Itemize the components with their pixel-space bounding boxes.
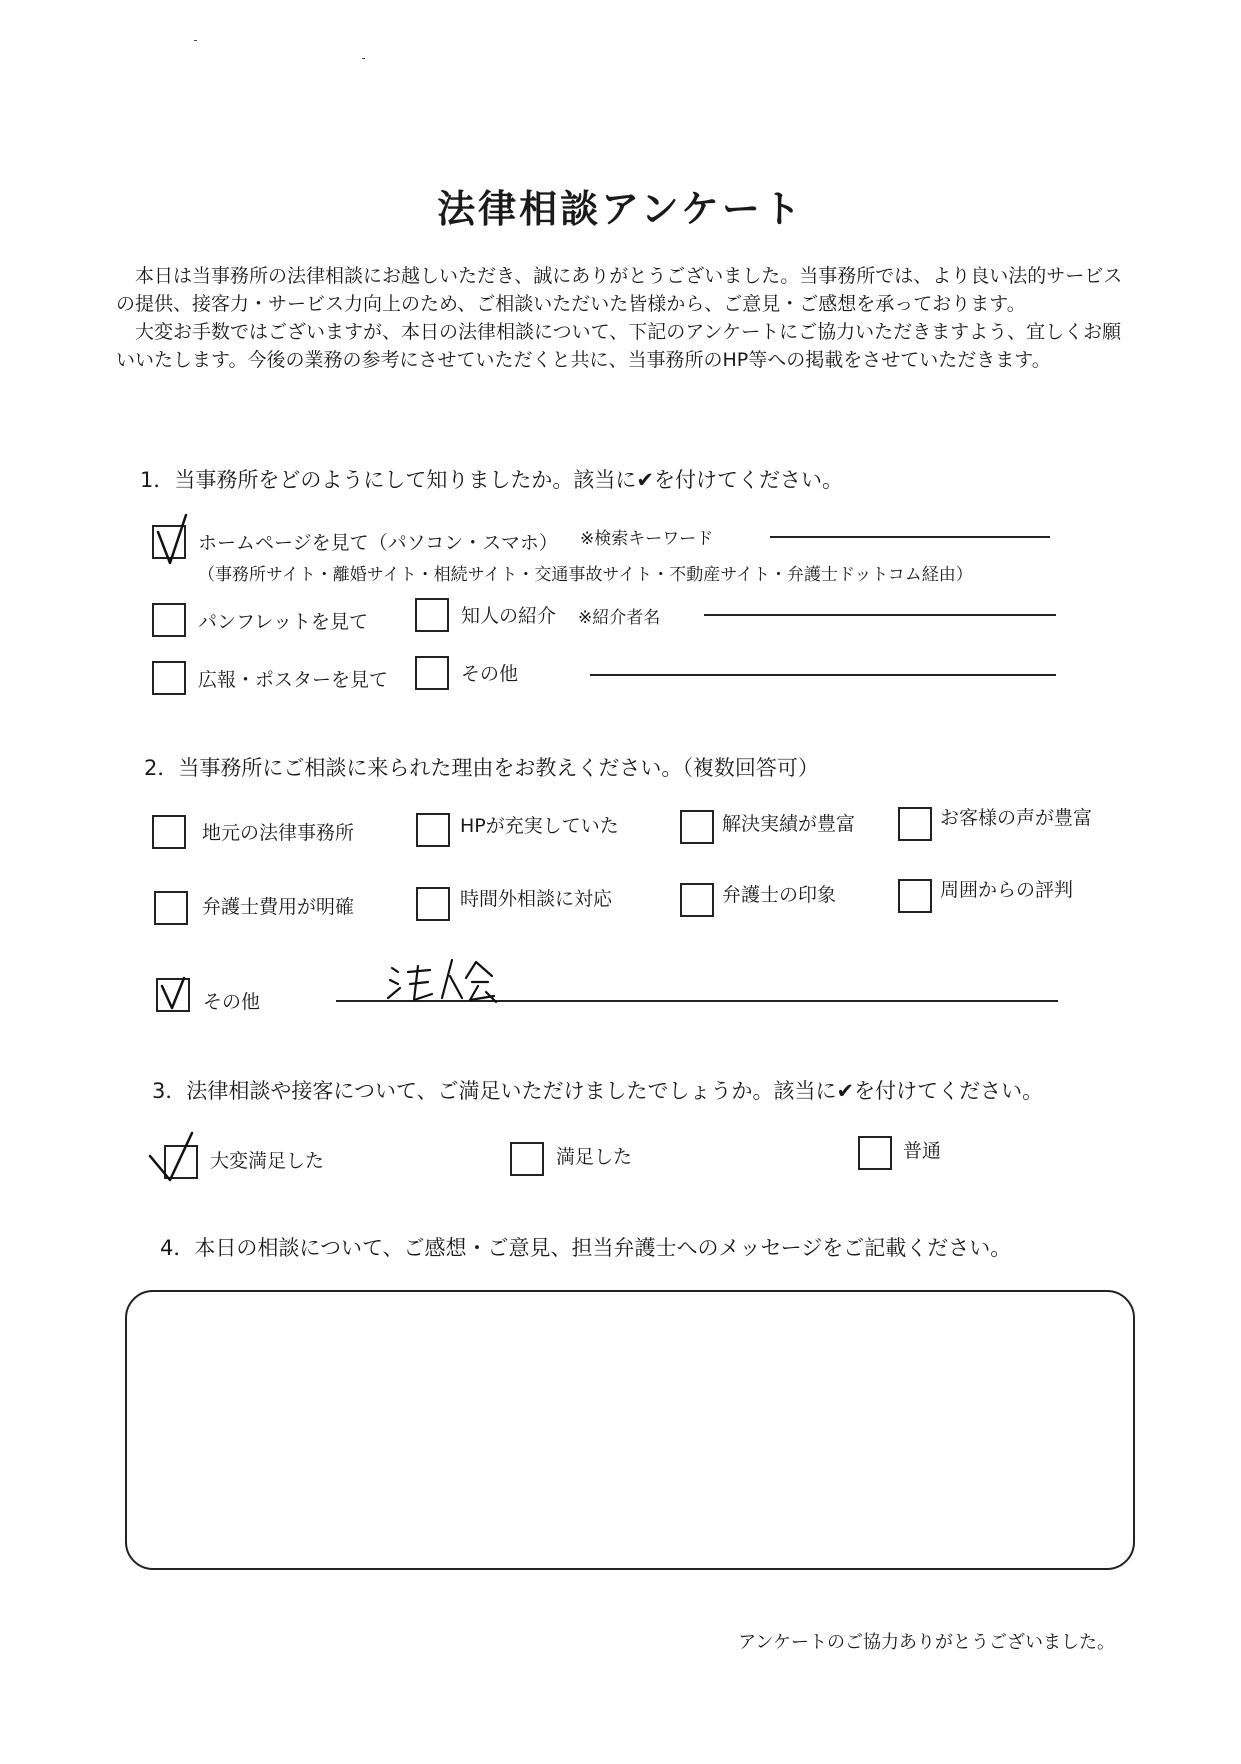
- reason-testimonials-label: お客様の声が豊富: [940, 807, 1093, 829]
- reason-hp-label: HPが充実していた: [460, 815, 619, 837]
- pamphlet-label: パンフレットを見て: [198, 611, 369, 633]
- q2-other-checkmark-icon: [162, 978, 184, 1008]
- page-title: 法律相談アンケート: [437, 187, 804, 231]
- referral-label: 知人の紹介: [461, 605, 557, 627]
- reason-fees-label: 弁護士費用が明確: [202, 896, 355, 918]
- reason-reputation-label: 周囲からの評判: [940, 879, 1074, 901]
- reason-impression-label: 弁護士の印象: [722, 884, 837, 906]
- intro-paragraph-2: 大変お手数ではございますが、本日の法律相談について、下記のアンケートにご協力いただきますよう、宜しくお願いいたします。今後の業務の参考にさせていただくと共に、当事務所のHP等への掲載をさせていただきます。: [116, 321, 1122, 371]
- search-keyword-note: ※検索キーワード: [580, 529, 714, 549]
- handwritten-answer-signature: [388, 960, 496, 1002]
- reason-local-label: 地元の法律事務所: [202, 822, 355, 844]
- question-1: 1．当事務所をどのようにして知りましたか。該当に✔を付けてください。: [140, 468, 843, 492]
- question-3: 3．法律相談や接客について、ご満足いただけましたでしょうか。該当に✔を付けてください。: [152, 1079, 1044, 1103]
- ad-label: 広報・ポスターを見て: [198, 669, 389, 691]
- very-satisfied-label: 大変満足した: [210, 1150, 325, 1172]
- q2-other-label: その他: [203, 991, 261, 1013]
- average-label: 普通: [903, 1140, 942, 1162]
- reason-track-record-label: 解決実績が豊富: [722, 813, 856, 835]
- question-2: 2．当事務所にご相談に来られた理由をお教えください。（複数回答可）: [144, 756, 819, 780]
- homepage-sub-options: （事務所サイト・離婚サイト・相続サイト・交通事故サイト・不動産サイト・弁護士ドットコム経由）: [198, 565, 973, 585]
- homepage-label: ホームページを見て（パソコン・スマホ）: [198, 532, 558, 554]
- intro-paragraph-1: 本日は当事務所の法律相談にお越しいただき、誠にありがとうございました。当事務所では、より良い法的サービスの提供、接客力・サービス力向上のため、ご相談いただいた皆様から、ご意見・ご感想を承っております。: [116, 265, 1123, 315]
- satisfied-label: 満足した: [556, 1146, 633, 1168]
- q1-other-label: その他: [461, 663, 519, 685]
- thank-you-note: アンケートのご協力ありがとうございました。: [738, 1632, 1115, 1653]
- referrer-name-note: ※紹介者名: [578, 608, 661, 628]
- reason-after-hours-label: 時間外相談に対応: [460, 888, 613, 910]
- question-4: 4．本日の相談について、ご感想・ご意見、担当弁護士へのメッセージをご記載ください。: [160, 1236, 1012, 1260]
- homepage-checkmark-icon: [158, 515, 186, 563]
- very-satisfied-checkmark-icon: [150, 1133, 192, 1180]
